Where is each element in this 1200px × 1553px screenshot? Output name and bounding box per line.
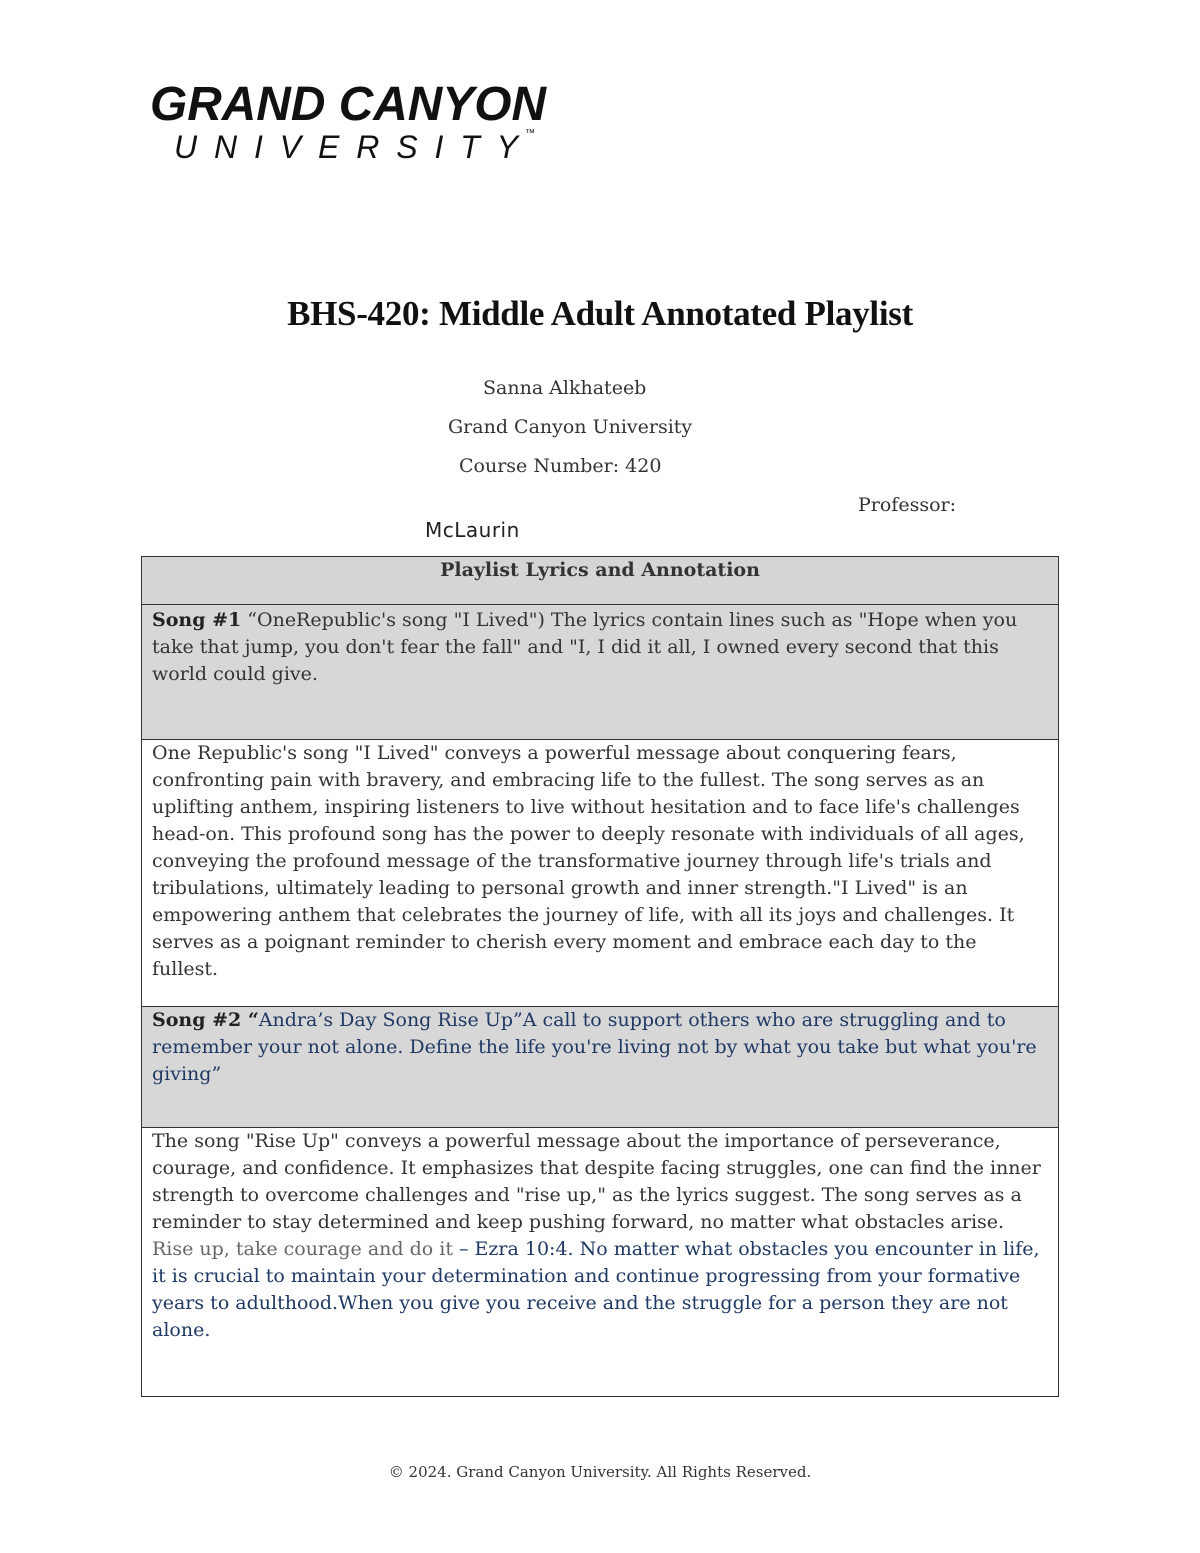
song2-row — [142, 1007, 1059, 1128]
playlist-table — [141, 556, 1059, 1397]
author-name: Sanna Alkhateeb — [483, 377, 647, 399]
course-number: Course Number: 420 — [459, 455, 662, 477]
table-header-row — [142, 557, 1059, 605]
annotation1-row — [142, 740, 1059, 1007]
song1-row — [142, 605, 1059, 740]
logo-line2: UNIVERSITY — [174, 129, 518, 165]
professor-name: McLaurin — [425, 518, 520, 542]
annotation2-bible-quote: Rise up, take courage and do it — [152, 1238, 453, 1260]
song2-label: Song #2 — [152, 1009, 242, 1031]
song1-cell — [142, 605, 1059, 740]
song1-text: “OneRepublic's song "I Lived") The lyrics contain lines such as "Hope when you take that jump, you don't fear the fall" and "I, I did it all, I owned every second that this world could give. — [152, 609, 1018, 685]
gcu-logo — [148, 78, 568, 168]
annotation2-cell — [142, 1128, 1059, 1397]
annotation2-part1: The song "Rise Up" conveys a powerful message about the importance of perseverance, courage, and confidence. It emphasizes that despite facing struggles, one can find the inner strength to overcome challenges and "rise up," as the lyrics suggest. The song serves as a reminder to stay determined and keep pushing forward, no matter what obstacles arise. — [152, 1130, 1041, 1233]
song2-text: Andra’s Day Song Rise Up”A call to support others who are struggling and to remember your not alone. Define the life you're living not by what you take but what you're giving” — [152, 1009, 1037, 1085]
document-title: BHS-420: Middle Adult Annotated Playlist — [287, 294, 913, 333]
logo-trademark: ™ — [525, 128, 535, 139]
song2-cell — [142, 1007, 1059, 1128]
professor-label: Professor: — [858, 494, 957, 516]
song2-quote-open: “ — [241, 1009, 259, 1031]
table-header: Playlist Lyrics and Annotation — [142, 557, 1059, 605]
annotation2-row — [142, 1128, 1059, 1397]
logo-line1: GRAND CANYON — [150, 78, 548, 131]
annotation2-part3: – Ezra 10:4. No matter what obstacles you encounter in life, it is crucial to maintain your determination and continue progressing from your formative years to adulthood.When you give you receive and the struggle for a person they are not alone. — [152, 1238, 1040, 1341]
copyright-footer: © 2024. Grand Canyon University. All Rights Reserved. — [388, 1463, 812, 1481]
annotation1-cell: One Republic's song "I Lived" conveys a powerful message about conquering fears, confronting pain with bravery, and embracing life to the fullest. The song serves as an uplifting anthem, inspiring listeners to live without hesitation and to face life's challenges head-on. This profound song has the power to deeply resonate with individuals of all ages, conveying the profound message of the transformative journey through life's trials and tribulations, ultimately leading to personal growth and inner strength."I Lived" is an empowering anthem that celebrates the journey of life, with all its joys and challenges. It serves as a poignant reminder to cherish every moment and embrace each day to the fullest. — [142, 740, 1059, 1007]
song1-label: Song #1 — [152, 609, 242, 631]
institution-name: Grand Canyon University — [448, 416, 693, 438]
gcu-logo-graphic — [148, 78, 568, 168]
